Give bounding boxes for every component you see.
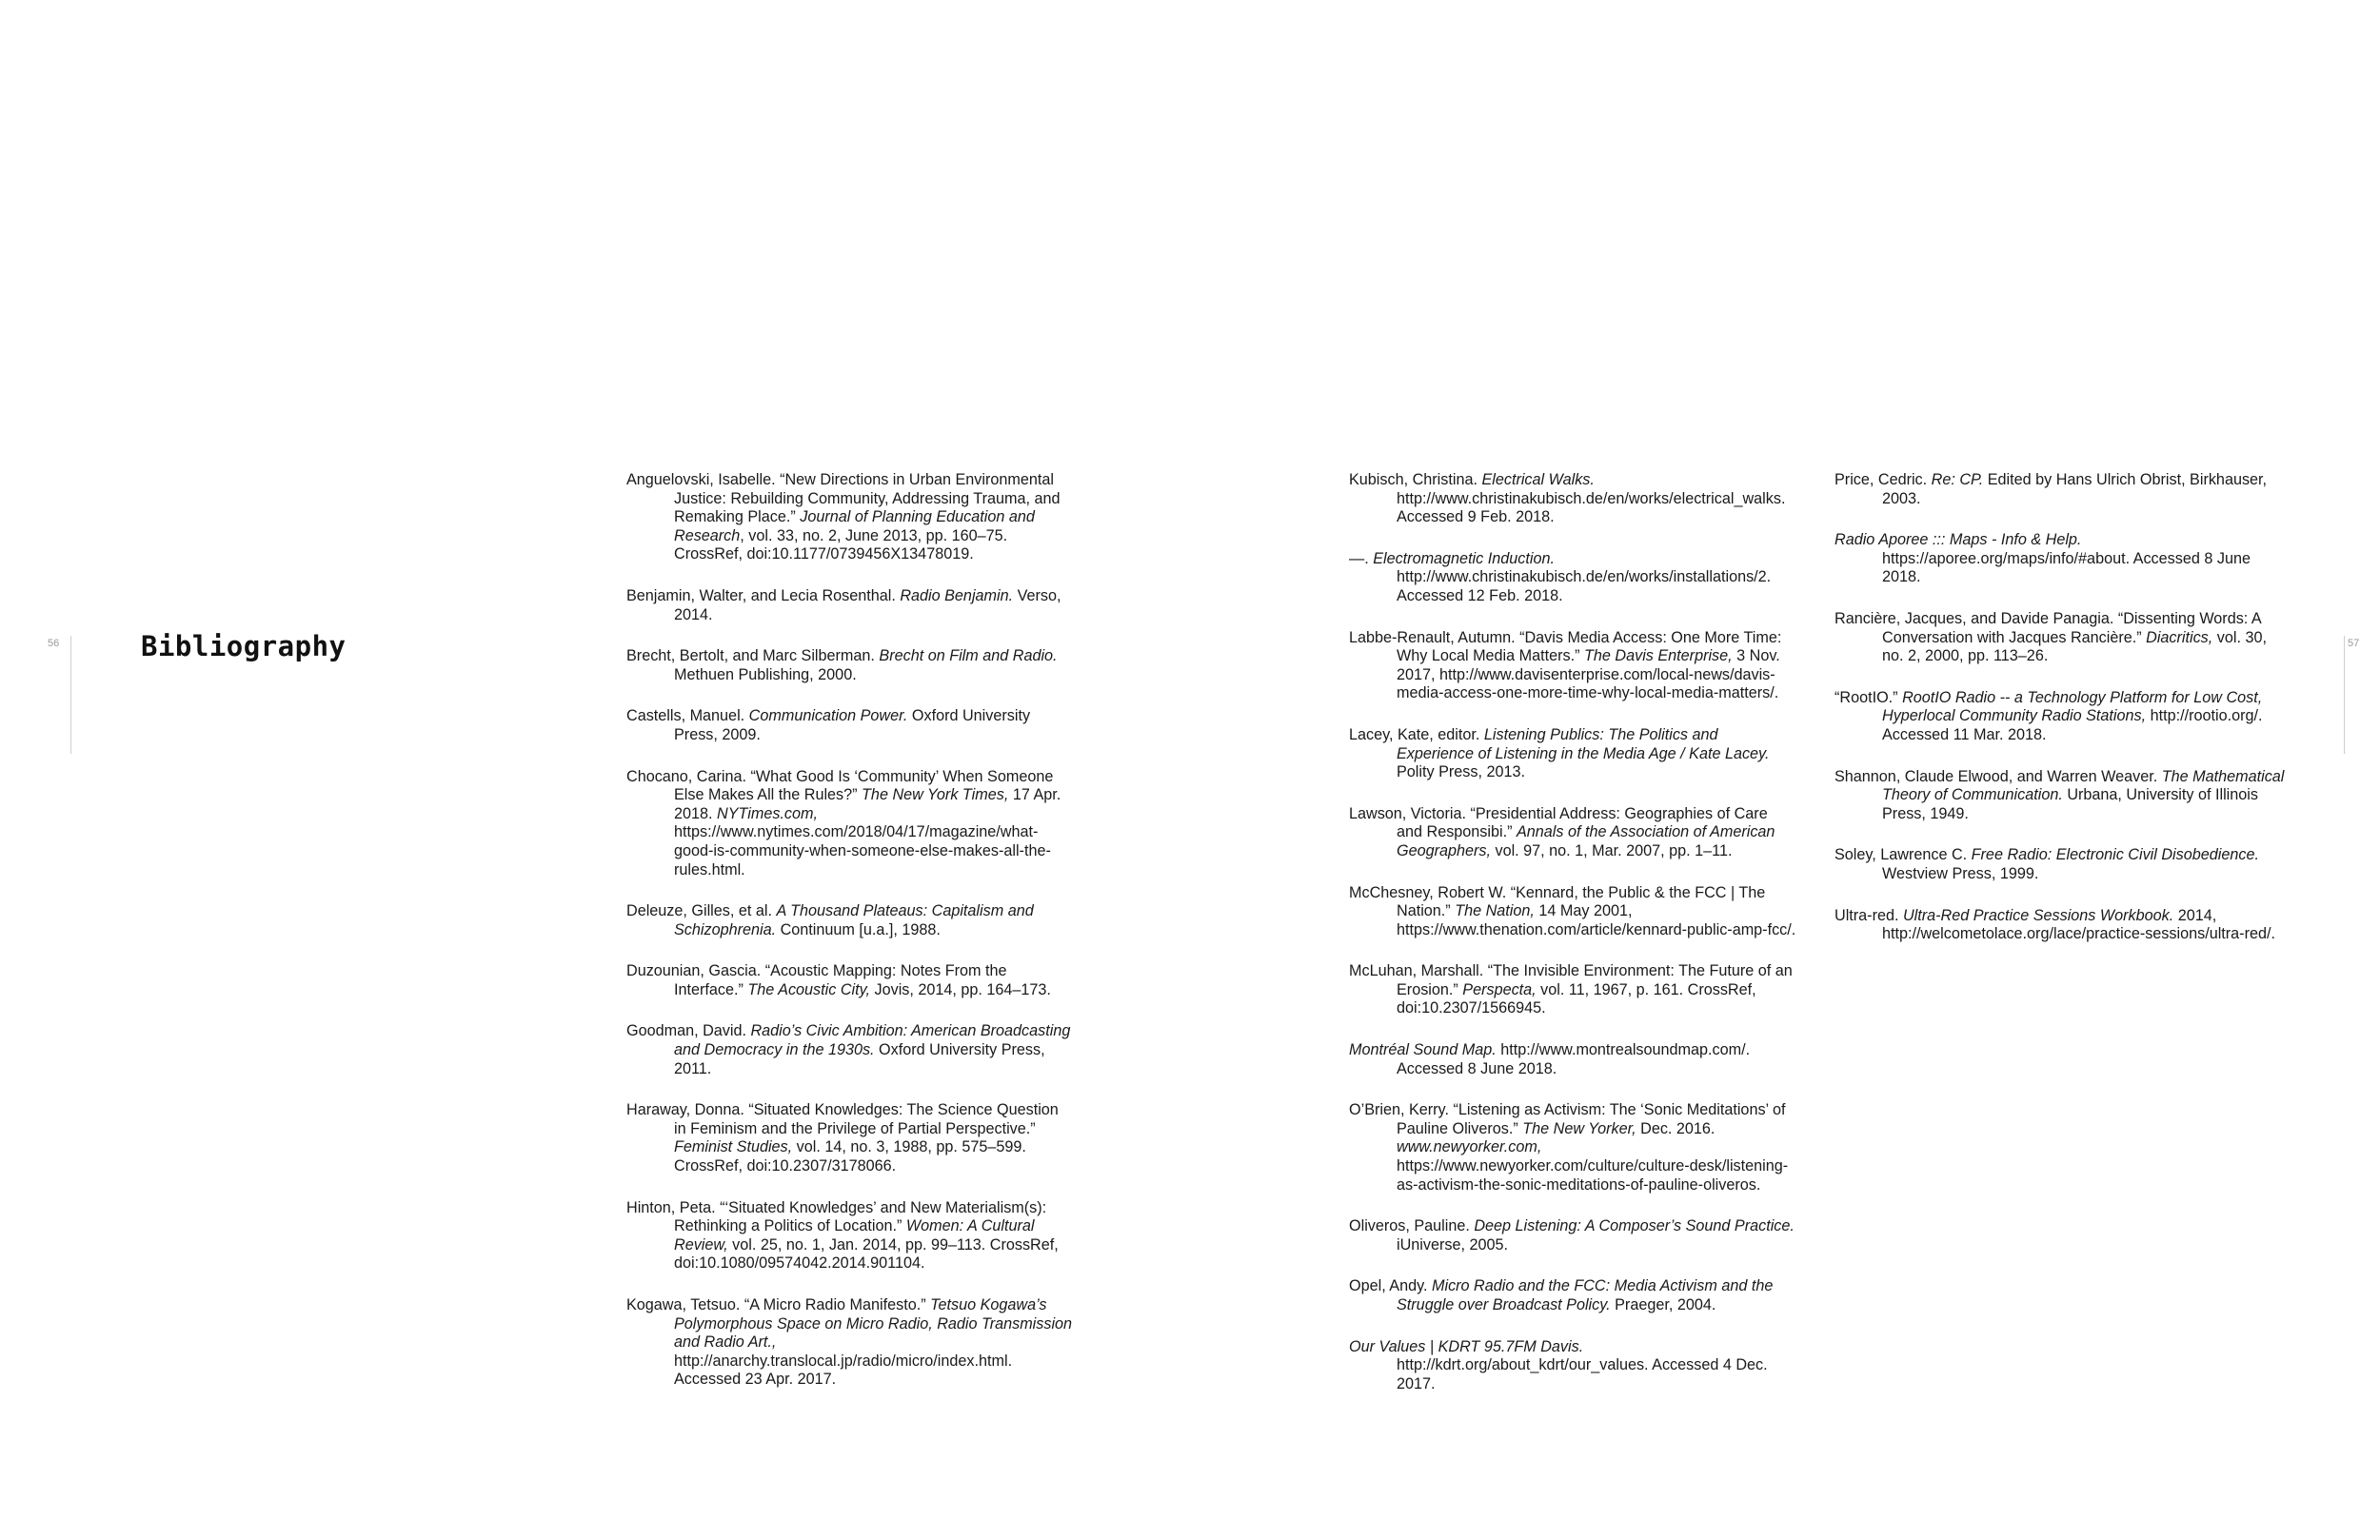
entry-text: Benjamin, Walter, and Lecia Rosenthal. [626, 586, 901, 604]
entry-text: https://aporee.org/maps/info/#about. Accessed 8 June 2018. [1882, 549, 2251, 586]
entry-text: Haraway, Donna. “Situated Knowledges: The Science Question in Feminism and the Privilege of Partial Perspective.” [626, 1101, 1059, 1137]
entry-text: vol. 30, no. 2, 2000, pp. 113–26. [1882, 628, 2267, 665]
entry-text: “RootIO.” [1835, 688, 1903, 706]
entry-text: http://www.christinakubisch.de/en/works/electrical_walks. Accessed 9 Feb. 2018. [1397, 489, 1786, 526]
entry-text: Rancière, Jacques, and Davide Panagia. “Dissenting Words: A Conversation with Jacques Rancière.” [1835, 609, 2261, 646]
entry-title-text: The Nation, [1455, 902, 1535, 920]
entry-text: Continuum [u.a.], 1988. [776, 920, 941, 938]
entry-title-text: Radio’s Civic Ambition: American Broadcasting and Democracy in the 1930s. [674, 1022, 1071, 1059]
entry-title-text: Re: CP. [1931, 471, 1984, 488]
entry-title-text: Annals of the Association of American Geographers, [1397, 823, 1775, 859]
entry-text: Oxford University Press, 2009. [674, 707, 1031, 743]
entry-title-text: The Mathematical Theory of Communication. [1882, 767, 2285, 804]
entry-title-text: Women: A Cultural Review, [674, 1217, 1035, 1254]
entry-text: Oxford University Press, 2011. [674, 1041, 1045, 1077]
entry-text: Oliveros, Pauline. [1349, 1217, 1475, 1235]
entry-text: https://www.nytimes.com/2018/04/17/magazine/what-good-is-community-when-someone-else-makes-all-the-rules.html. [674, 823, 1051, 879]
entry-title-text: Feminist Studies, [674, 1138, 793, 1156]
margin-rule-right [2344, 636, 2345, 754]
entry-title-text: Radio Benjamin. [900, 586, 1014, 604]
entry-text: Jovis, 2014, pp. 164–173. [870, 980, 1051, 998]
entry-title-text: Electromagnetic Induction. [1373, 549, 1555, 567]
entry-text: McLuhan, Marshall. “The Invisible Environment: The Future of an Erosion.” [1349, 962, 1793, 998]
bibliography-entry [1349, 884, 1796, 940]
entry-title-text: Montréal Sound Map. [1349, 1041, 1497, 1059]
entry-text: Anguelovski, Isabelle. “New Directions in Urban Environmental Justice: Rebuilding Community, Addressing Trauma, and Remaking Place.” [626, 471, 1061, 526]
bibliography-entry [626, 471, 1074, 564]
entry-text: iUniverse, 2005. [1397, 1235, 1508, 1254]
bibliography-entry [1835, 531, 2287, 587]
page-number-left: 56 [48, 638, 60, 649]
entry-text: http://kdrt.org/about_kdrt/our_values. Accessed 4 Dec. 2017. [1397, 1356, 1768, 1392]
bibliography-entry [626, 1199, 1074, 1273]
entry-text: O’Brien, Kerry. “Listening as Activism: The ‘Sonic Meditations’ of Pauline Oliveros.” [1349, 1101, 1786, 1137]
bibliography-entry [1835, 907, 2287, 944]
entry-text: vol. 11, 1967, p. 161. CrossRef, doi:10.2307/1566945. [1397, 980, 1756, 1017]
bibliography-entry [626, 962, 1074, 999]
entry-text: vol. 25, no. 1, Jan. 2014, pp. 99–113. CrossRef, doi:10.1080/09574042.2014.901104. [674, 1235, 1059, 1273]
bibliography-entry [1349, 471, 1796, 527]
entry-text: Soley, Lawrence C. [1835, 846, 1972, 864]
entry-text: Urbana, University of Illinois Press, 1949. [1882, 786, 2258, 822]
bibliography-column-2 [1349, 471, 1796, 1416]
bibliography-entry [1349, 1338, 1796, 1394]
bibliography-entry [1835, 610, 2287, 666]
entry-text: Verso, 2014. [674, 586, 1061, 623]
entry-text: Hinton, Peta. “‘Situated Knowledges’ and New Materialism(s): Rethinking a Politics of Location.” [626, 1198, 1047, 1235]
entry-text: Kubisch, Christina. [1349, 471, 1482, 488]
entry-title-text: Radio Aporee ::: Maps - Info & Help. [1835, 531, 2082, 549]
entry-text: vol. 97, no. 1, Mar. 2007, pp. 1–11. [1490, 841, 1733, 859]
entry-text: 17 Apr. 2018. [674, 786, 1061, 822]
entry-text: 3 Nov. 2017, http://www.davisenterprise.com/local-news/davis-media-access-one-more-time-why-local-media-matters/. [1397, 647, 1780, 702]
bibliography-entry [1349, 1277, 1796, 1314]
bibliography-entry [626, 1022, 1074, 1078]
entry-text: —. [1349, 549, 1374, 567]
bibliography-entry [626, 707, 1074, 744]
bibliography-entry [626, 768, 1074, 880]
bibliography-entry [1349, 550, 1796, 606]
entry-text: 2014, http://welcometolace.org/lace/practice-sessions/ultra-red/. [1882, 906, 2275, 943]
bibliography-entry [1349, 1217, 1796, 1254]
entry-text: Kogawa, Tetsuo. “A Micro Radio Manifesto.” [626, 1296, 931, 1313]
entry-text: vol. 14, no. 3, 1988, pp. 575–599. CrossRef, doi:10.2307/3178066. [674, 1138, 1026, 1175]
entry-title-text: The New York Times, [862, 786, 1009, 804]
entry-text: Westview Press, 1999. [1882, 864, 2039, 882]
entry-title-text: Micro Radio and the FCC: Media Activism and the Struggle over Broadcast Policy. [1397, 1277, 1774, 1313]
entry-title-text: Electrical Walks. [1481, 471, 1595, 488]
bibliography-entry [626, 1101, 1074, 1175]
margin-rule-left [70, 636, 71, 754]
entry-text: Praeger, 2004. [1610, 1296, 1716, 1313]
entry-text: Goodman, David. [626, 1022, 751, 1040]
page-title: Bibliography [141, 630, 347, 662]
entry-title-text: Communication Power. [748, 707, 908, 725]
entry-text: http://www.christinakubisch.de/en/works/installations/2. Accessed 12 Feb. 2018. [1397, 568, 1772, 604]
entry-text: Labbe-Renault, Autumn. “Davis Media Access: One More Time: Why Local Media Matters.” [1349, 628, 1782, 665]
entry-text: Dec. 2016. [1636, 1119, 1716, 1137]
entry-text: https://www.newyorker.com/culture/culture-desk/listening-as-activism-the-sonic-meditations-of-pauline-oliveros. [1397, 1157, 1789, 1194]
entry-text: Edited by Hans Ulrich Obrist, Birkhauser, 2003. [1882, 471, 2268, 507]
entry-title-text: Diacritics, [2146, 628, 2213, 646]
bibliography-column-1 [626, 471, 1074, 1412]
bibliography-entry [626, 647, 1074, 684]
entry-title-text: Journal of Planning Education and Research [674, 508, 1035, 544]
entry-text: Castells, Manuel. [626, 707, 749, 725]
entry-text: Deleuze, Gilles, et al. [626, 902, 777, 920]
entry-text: , vol. 33, no. 2, June 2013, pp. 160–75. CrossRef, doi:10.1177/0739456X13478019. [674, 526, 1008, 563]
bibliography-entry [1349, 629, 1796, 703]
entry-text: Lawson, Victoria. “Presidential Address: Geographies of Care and Responsibi.” [1349, 804, 1768, 841]
entry-title-text: The Davis Enterprise, [1584, 647, 1733, 665]
entry-title-text: A Thousand Plateaus: Capitalism and Schizophrenia. [674, 902, 1034, 938]
bibliography-entry [1835, 689, 2287, 745]
entry-title-text: Deep Listening: A Composer’s Sound Practice. [1474, 1217, 1795, 1235]
entry-text: Lacey, Kate, editor. [1349, 725, 1484, 743]
entry-text: Ultra-red. [1835, 906, 1903, 924]
entry-text: Shannon, Claude Elwood, and Warren Weaver. [1835, 767, 2162, 785]
bibliography-entry [1349, 726, 1796, 782]
entry-title-text: Tetsuo Kogawa’s Polymorphous Space on Micro Radio, Radio Transmission and Radio Art., [674, 1296, 1073, 1352]
bibliography-entry [626, 902, 1074, 939]
entry-text: Price, Cedric. [1835, 471, 1932, 488]
bibliography-entry [626, 1296, 1074, 1390]
bibliography-entry [1835, 846, 2287, 883]
bibliography-entry [1835, 471, 2287, 508]
entry-text: Duzounian, Gascia. “Acoustic Mapping: Notes From the Interface.” [626, 962, 1007, 998]
entry-text: McChesney, Robert W. “Kennard, the Public & the FCC | The Nation.” [1349, 883, 1766, 920]
entry-title-text: The New Yorker, [1522, 1119, 1636, 1137]
page-number-right: 57 [2348, 638, 2360, 649]
bibliography-entry [1349, 1101, 1796, 1194]
bibliography-entry [626, 587, 1074, 624]
entry-title-text: The Acoustic City, [747, 980, 871, 998]
entry-text: http://anarchy.translocal.jp/radio/micro/index.html. Accessed 23 Apr. 2017. [674, 1352, 1013, 1389]
entry-text: Methuen Publishing, 2000. [674, 665, 857, 683]
bibliography-column-3 [1835, 471, 2287, 967]
entry-text: Polity Press, 2013. [1397, 763, 1525, 781]
entry-title-text: RootIO Radio -- a Technology Platform for Low Cost, Hyperlocal Community Radio Stations, [1882, 688, 2263, 725]
bibliography-entry [1349, 962, 1796, 1018]
bibliography-entry [1349, 805, 1796, 861]
entry-title-text: Listening Publics: The Politics and Experience of Listening in the Media Age / Kate Lacey. [1397, 725, 1770, 762]
entry-title-text: Free Radio: Electronic Civil Disobedience. [1971, 846, 2259, 864]
entry-title-text: Perspecta, [1462, 980, 1537, 998]
entry-title-text: Brecht on Film and Radio. [879, 647, 1058, 665]
bibliography-entry [1349, 1041, 1796, 1078]
entry-text: Chocano, Carina. “What Good Is ‘Community’ When Someone Else Makes All the Rules?” [626, 767, 1054, 804]
entry-text: Brecht, Bertolt, and Marc Silberman. [626, 647, 880, 665]
entry-text: http://rootio.org/. Accessed 11 Mar. 2018. [1882, 707, 2263, 743]
entry-text: Opel, Andy. [1349, 1277, 1432, 1295]
entry-title-text: www.newyorker.com, [1397, 1138, 1542, 1156]
entry-text: http://www.montrealsoundmap.com/. Accessed 8 June 2018. [1397, 1041, 1751, 1077]
entry-title-text: NYTimes.com, [717, 804, 819, 822]
bibliography-entry [1835, 768, 2287, 824]
entry-title-text: Ultra-Red Practice Sessions Workbook. [1902, 906, 2174, 924]
entry-text: 14 May 2001, https://www.thenation.com/article/kennard-public-amp-fcc/. [1397, 902, 1796, 938]
entry-title-text: Our Values | KDRT 95.7FM Davis. [1349, 1337, 1584, 1355]
